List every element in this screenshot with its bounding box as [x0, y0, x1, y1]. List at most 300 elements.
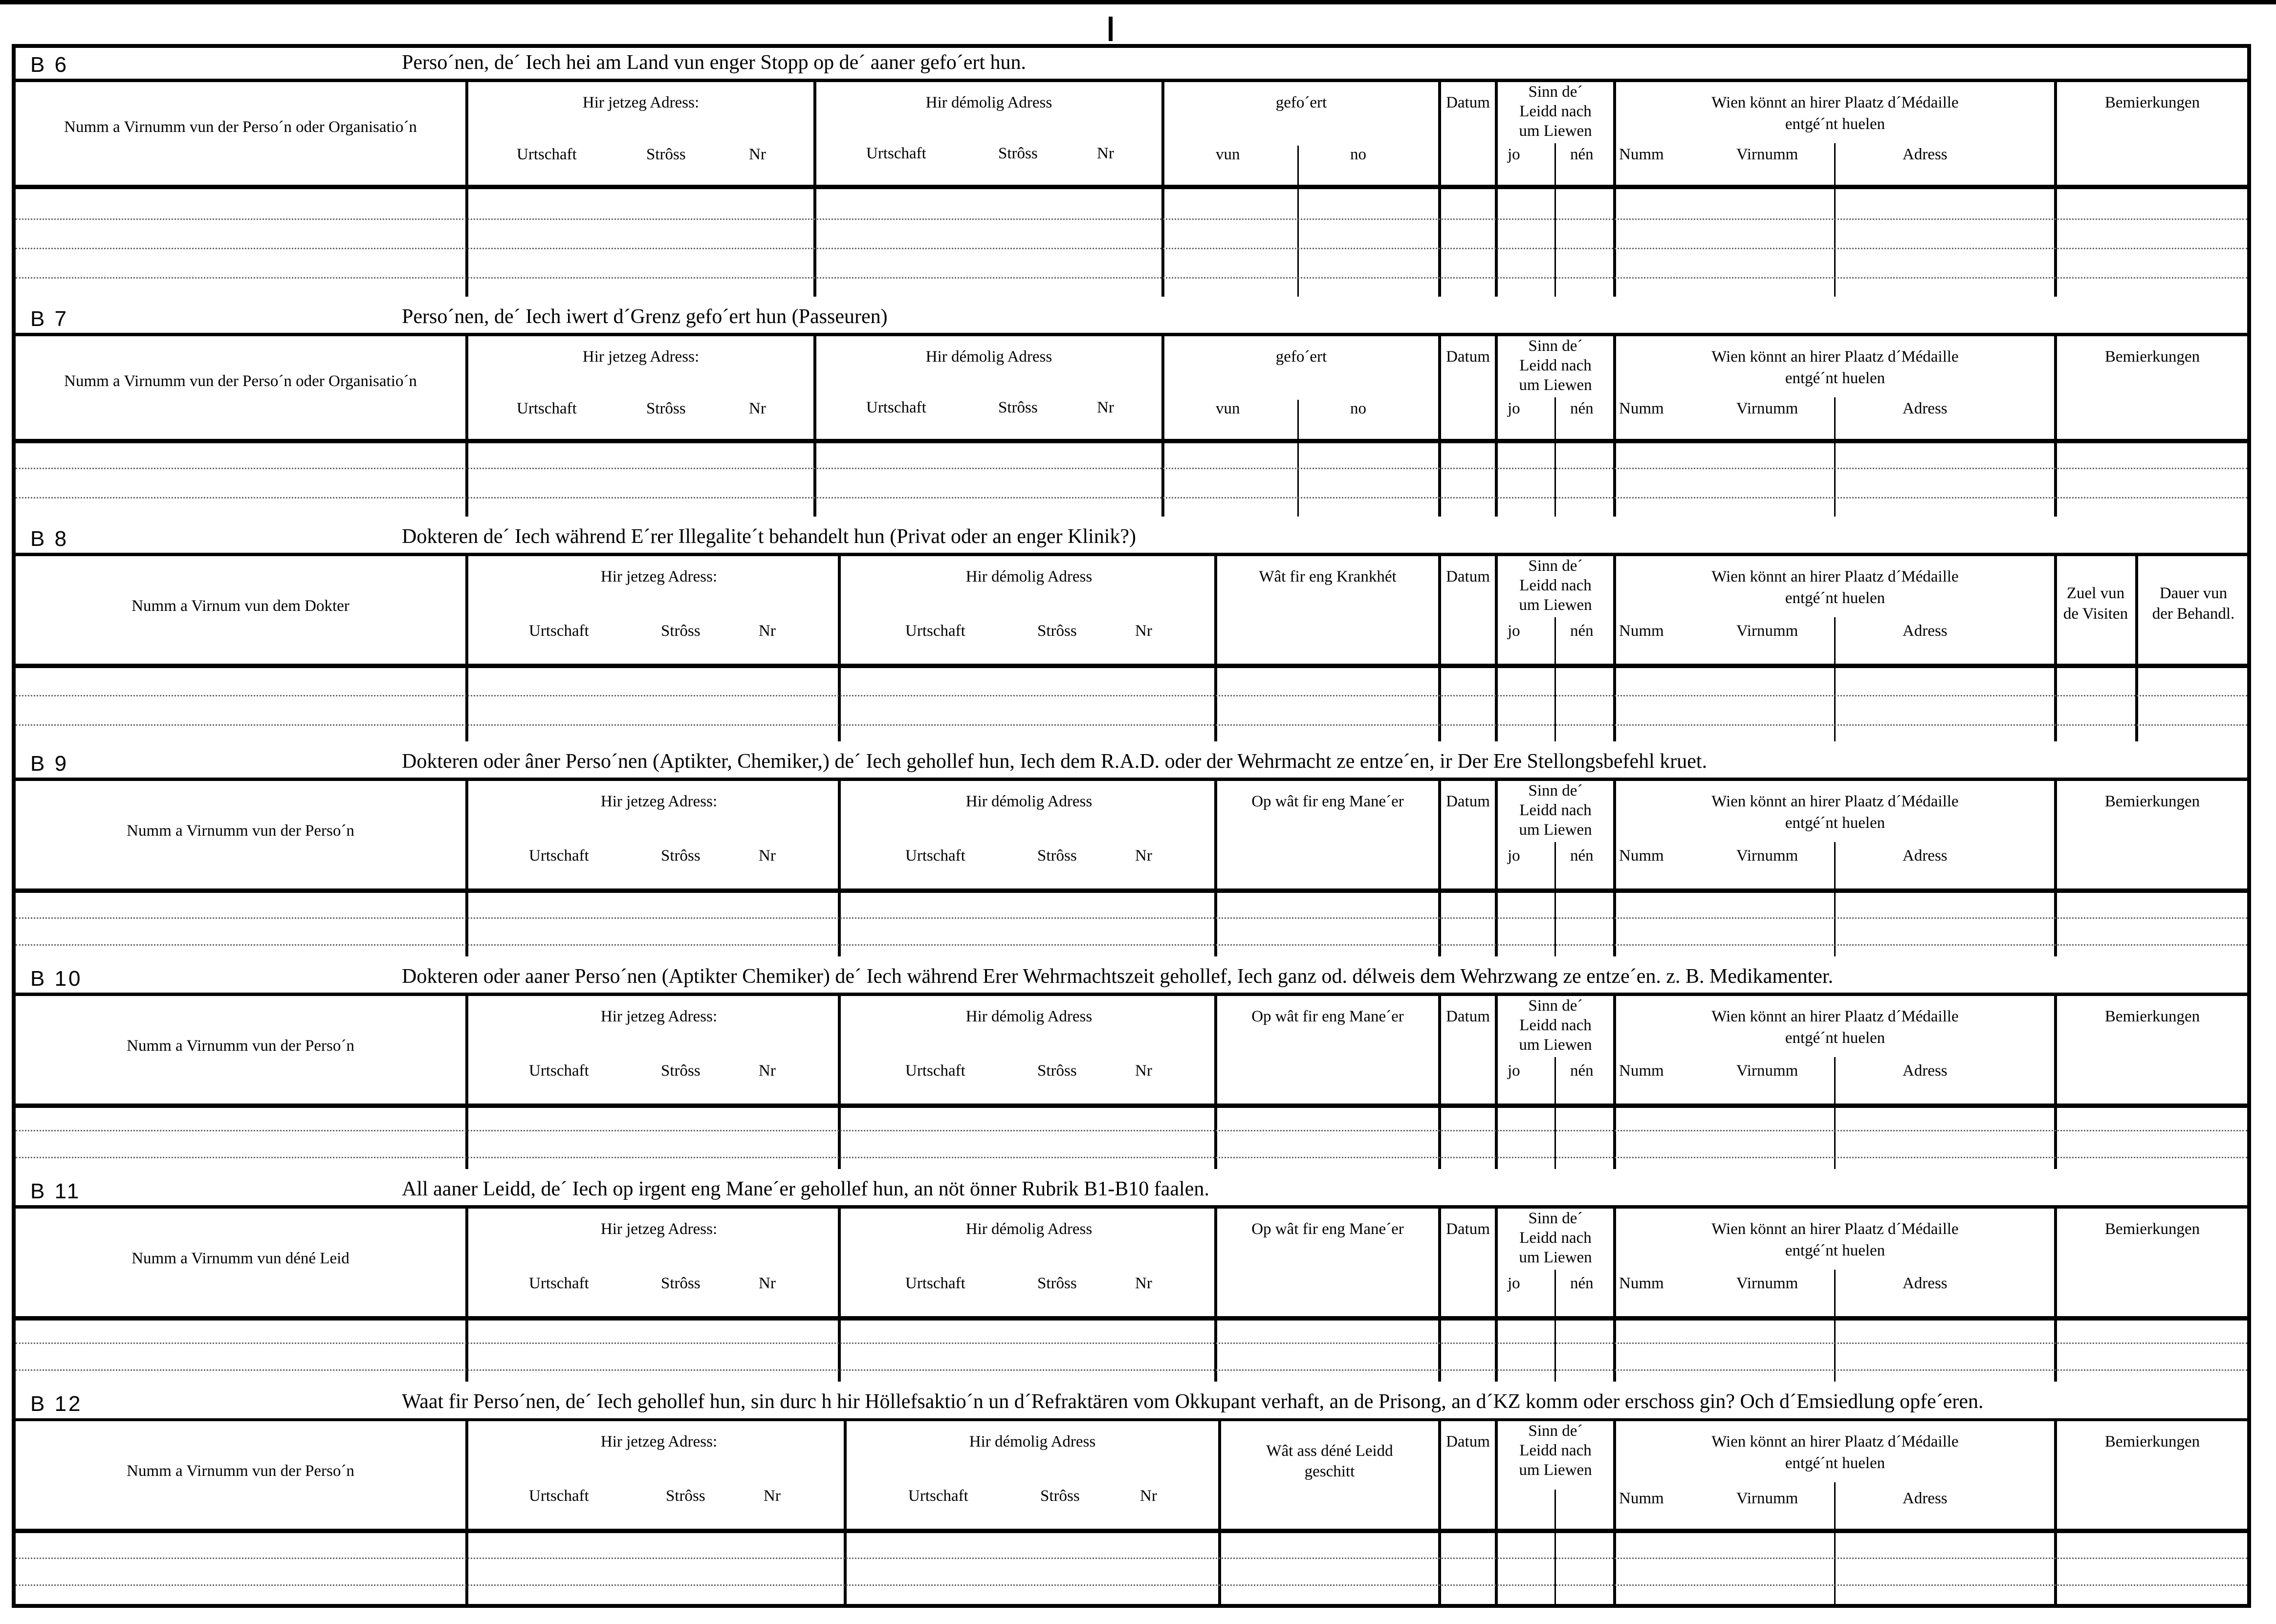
entry-line[interactable]: [16, 944, 2247, 946]
divider: [465, 1108, 468, 1169]
divider: [1834, 893, 1836, 956]
divider: [838, 1108, 841, 1169]
divider: [1834, 443, 1836, 517]
place-label: Urtschaft: [905, 1275, 965, 1292]
divider: [813, 443, 816, 517]
divider: [1834, 1108, 1836, 1169]
entry-line[interactable]: [16, 1584, 2247, 1586]
entry-line[interactable]: [16, 695, 2247, 696]
visits-line: Zuel vun: [2066, 585, 2125, 602]
section-b9: [16, 747, 2247, 962]
divider: [465, 1321, 468, 1382]
street-label: Strôss: [661, 1062, 700, 1080]
yes-label: jo: [1508, 400, 1520, 417]
medal-header: [1616, 791, 2054, 834]
section-title: Perso´nen, de´ Iech iwert d´Grenz gefo´ert hun (Passeuren): [402, 305, 888, 328]
alive-line: Sinn de´: [1528, 83, 1583, 101]
current-address-header: Hir jetzeg Adress:: [600, 1433, 718, 1451]
divider: [838, 1321, 841, 1382]
divider: [813, 189, 816, 297]
divider: [1214, 1321, 1217, 1382]
divider: [1554, 617, 1556, 664]
alive-header: [1498, 336, 1613, 395]
section-code: B 8: [30, 527, 69, 551]
street-label: Strôss: [1037, 622, 1077, 640]
firstname-label: Virnumm: [1736, 146, 1798, 163]
entry-line[interactable]: [16, 1157, 2247, 1158]
alive-header: [1498, 781, 1613, 840]
section-title: Perso´nen, de´ Iech hei am Land vun enger Stopp op de´ aaner gefo´ert hun.: [402, 51, 1027, 74]
entry-line[interactable]: [16, 1130, 2247, 1131]
divider: [2054, 668, 2057, 741]
divider: [1495, 1108, 1498, 1169]
place-label: Urtschaft: [905, 847, 965, 865]
medal-line: Wien könnt an hirer Plaatz d´Médaille: [1711, 348, 1959, 366]
divider: [1834, 1057, 1836, 1104]
alive-header: [1498, 82, 1613, 141]
section-b12: [16, 1387, 2247, 1604]
yes-label: jo: [1508, 847, 1520, 865]
alive-line: Leidd nach: [1519, 1017, 1592, 1034]
divider: [1554, 1533, 1556, 1604]
remarks-header: Bemierkungen: [2104, 1008, 2200, 1025]
mid-col-header: Wât fir eng Krankhét: [1259, 568, 1397, 585]
divider: [1554, 1057, 1556, 1104]
section-title-row: [16, 1387, 2247, 1421]
entry-rows: [16, 888, 2247, 958]
divider: [1438, 1321, 1441, 1382]
alive-line: Sinn de´: [1528, 557, 1583, 575]
remarks-header: Bemierkungen: [2104, 1433, 2200, 1451]
remarks-header: Bemierkungen: [2104, 94, 2200, 111]
divider: [2054, 1321, 2057, 1382]
nr-label: Nr: [1135, 1275, 1152, 1292]
no-label: nén: [1570, 847, 1594, 865]
divider: [1613, 893, 1616, 956]
divider: [1161, 443, 1164, 517]
divider: [465, 189, 468, 297]
header-row: [16, 1209, 2247, 1316]
entry-line[interactable]: [16, 497, 2247, 498]
header-row: [16, 781, 2247, 888]
divider: [1297, 189, 1299, 297]
former-address-header: Hir démolig Adress: [965, 1008, 1093, 1025]
no-label: nén: [1570, 146, 1594, 163]
alive-line: um Liewen: [1519, 1036, 1592, 1054]
alive-header: [1498, 1209, 1613, 1267]
divider: [1495, 189, 1498, 297]
divider: [1554, 143, 1556, 185]
alive-header: [1498, 556, 1613, 615]
divider: [1834, 143, 1836, 185]
alive-line: Sinn de´: [1528, 337, 1583, 355]
place-label: Urtschaft: [529, 1062, 589, 1080]
current-address-header: Hir jetzeg Adress:: [600, 1008, 718, 1025]
mid-col-header: Op wât fir eng Mane´er: [1251, 1220, 1404, 1238]
divider: [1161, 189, 1164, 297]
top-border-line: [0, 0, 2276, 4]
divider: [2054, 189, 2057, 297]
former-address-header: Hir démolig Adress: [965, 1220, 1093, 1238]
medal-header: [1616, 346, 2054, 389]
street-label: Strôss: [646, 146, 686, 163]
divider: [1834, 617, 1836, 664]
col-name-header: Numm a Virnumm vun déné Leid: [131, 1250, 350, 1267]
place-label: Urtschaft: [529, 1275, 589, 1292]
entry-rows: [16, 1316, 2247, 1384]
entry-rows: [16, 664, 2247, 743]
section-title: Waat fir Perso´nen, de´ Iech gehollef hun, sin durc h hir Höllefsaktio´n un d´Refraktären vom Okkupant verhaft, an de Prisong, an d´KZ komm oder erschoss gin? Och d´Emsiedlung opfe´eren.: [402, 1390, 1984, 1413]
section-code: B 11: [30, 1179, 81, 1203]
divider: [1438, 443, 1441, 517]
nr-label: Nr: [1140, 1487, 1157, 1505]
form-sheet: [12, 44, 2251, 1608]
to-label: no: [1350, 400, 1366, 417]
divider: [1438, 1533, 1441, 1604]
divider: [1214, 1108, 1217, 1169]
remarks-header: Bemierkungen: [2104, 1220, 2200, 1238]
medal-line: entgé´nt huelen: [1785, 369, 1885, 387]
no-label: nén: [1570, 1275, 1594, 1292]
place-label: Urtschaft: [866, 399, 926, 416]
place-label: Urtschaft: [866, 145, 926, 162]
current-address-header: Hir jetzeg Adress:: [582, 94, 700, 111]
section-code: B 10: [30, 967, 83, 991]
section-b8: [16, 522, 2247, 747]
alive-line: Leidd nach: [1519, 1229, 1592, 1247]
medal-header: [1616, 1218, 2054, 1261]
place-label: Urtschaft: [517, 146, 577, 163]
divider: [1214, 893, 1217, 956]
divider: [1554, 893, 1556, 956]
place-label: Urtschaft: [517, 400, 577, 417]
section-code: B 9: [30, 752, 69, 776]
nr-label: Nr: [749, 400, 766, 417]
divider: [1495, 893, 1498, 956]
name-label: Numm: [1619, 1275, 1664, 1292]
mid-col-line: geschitt: [1304, 1463, 1355, 1480]
name-label: Numm: [1619, 847, 1664, 865]
divider: [838, 668, 841, 741]
no-label: nén: [1570, 1062, 1594, 1080]
current-address-header: Hir jetzeg Adress:: [600, 568, 718, 585]
nr-label: Nr: [1097, 145, 1114, 162]
divider: [1613, 189, 1616, 297]
section-b6: [16, 48, 2247, 302]
remarks-header: Bemierkungen: [2104, 348, 2200, 366]
divider: [1495, 443, 1498, 517]
divider: [1214, 668, 1217, 741]
section-title-row: [16, 48, 2247, 82]
former-address-header: Hir démolig Adress: [925, 348, 1052, 366]
header-row: [16, 1421, 2247, 1529]
section-code: B 6: [30, 53, 69, 77]
former-address-header: Hir démolig Adress: [925, 94, 1052, 111]
divider: [1613, 1533, 1616, 1604]
yes-label: jo: [1508, 146, 1520, 163]
mid-col-header: [1221, 1441, 1438, 1482]
alive-line: um Liewen: [1519, 376, 1592, 394]
alive-line: um Liewen: [1519, 596, 1592, 614]
divider: [2054, 443, 2057, 517]
no-label: nén: [1570, 622, 1594, 640]
former-address-header: Hir démolig Adress: [965, 568, 1093, 585]
divider: [1834, 1533, 1836, 1604]
no-label: nén: [1570, 400, 1594, 417]
date-header: Datum: [1446, 94, 1490, 111]
alive-line: um Liewen: [1519, 1461, 1592, 1479]
section-title: Dokteren oder âner Perso´nen (Aptikter, Chemiker,) de´ Iech gehollef hun, Iech dem R.A.D. oder der Wehrmacht ze entze´en, ir Der Ere Stellongsbefehl kruet.: [402, 750, 1707, 773]
section-title-row: [16, 747, 2247, 781]
visits-header: [2055, 583, 2136, 624]
entry-line[interactable]: [16, 724, 2247, 726]
divider: [1554, 1490, 1556, 1529]
entry-line[interactable]: [16, 917, 2247, 919]
current-address-header: Hir jetzeg Adress:: [600, 1220, 718, 1238]
medal-line: entgé´nt huelen: [1785, 1029, 1885, 1047]
section-title-row: [16, 962, 2247, 996]
entry-line[interactable]: [16, 468, 2247, 469]
entry-line[interactable]: [16, 218, 2247, 220]
place-label: Urtschaft: [905, 1062, 965, 1080]
street-label: Strôss: [1037, 847, 1077, 865]
place-label: Urtschaft: [905, 622, 965, 640]
entry-rows: [16, 1104, 2247, 1171]
entry-rows: [16, 185, 2247, 299]
divider: [1554, 189, 1556, 297]
divider: [2054, 1108, 2057, 1169]
alive-line: um Liewen: [1519, 122, 1592, 140]
divider: [1613, 443, 1616, 517]
name-label: Numm: [1619, 1062, 1664, 1080]
alive-line: Sinn de´: [1528, 997, 1583, 1015]
address-label: Adress: [1903, 1275, 1948, 1292]
firstname-label: Virnumm: [1736, 400, 1798, 417]
firstname-label: Virnumm: [1736, 1062, 1798, 1080]
date-header: Datum: [1446, 568, 1490, 585]
former-address-header: Hir démolig Adress: [965, 793, 1093, 810]
divider: [465, 1533, 468, 1604]
medal-line: Wien könnt an hirer Plaatz d´Médaille: [1711, 1220, 1959, 1238]
medal-line: entgé´nt huelen: [1785, 1454, 1885, 1472]
mid-col-header: Op wât fir eng Mane´er: [1251, 1008, 1404, 1025]
place-label: Urtschaft: [529, 622, 589, 640]
date-header: Datum: [1446, 1008, 1490, 1025]
nr-label: Nr: [749, 146, 766, 163]
to-label: no: [1350, 146, 1366, 163]
place-label: Urtschaft: [908, 1487, 968, 1505]
alive-line: Sinn de´: [1528, 782, 1583, 800]
yes-label: jo: [1508, 1062, 1520, 1080]
street-label: Strôss: [661, 622, 700, 640]
header-row: [16, 996, 2247, 1104]
nr-label: Nr: [759, 1275, 776, 1292]
divider: [1834, 189, 1836, 297]
mid-col-header: gefo´ert: [1275, 94, 1327, 111]
divider: [838, 893, 841, 956]
current-address-header: Hir jetzeg Adress:: [600, 793, 718, 810]
firstname-label: Virnumm: [1736, 622, 1798, 640]
divider: [1495, 668, 1498, 741]
section-b10: [16, 962, 2247, 1174]
divider: [1438, 189, 1441, 297]
alive-line: Leidd nach: [1519, 577, 1592, 594]
medal-header: [1616, 1431, 2054, 1474]
divider: [1834, 397, 1836, 439]
alive-header: [1498, 996, 1613, 1055]
alive-line: Leidd nach: [1519, 103, 1592, 120]
street-label: Strôss: [661, 847, 700, 865]
street-label: Strôss: [666, 1487, 705, 1505]
section-title: Dokteren de´ Iech während E´rer Illegalite´t behandelt hun (Privat oder an enger Klinik?): [402, 525, 1137, 548]
alive-line: Leidd nach: [1519, 357, 1592, 374]
header-row: [16, 82, 2247, 185]
alive-line: Leidd nach: [1519, 1442, 1592, 1459]
divider: [1495, 1533, 1498, 1604]
divider: [1554, 397, 1556, 439]
section-code: B 12: [30, 1392, 83, 1416]
entry-line[interactable]: [16, 277, 2247, 279]
place-label: Urtschaft: [529, 1487, 589, 1505]
divider: [1834, 1482, 1836, 1529]
divider: [1297, 443, 1299, 517]
medal-header: [1616, 566, 2054, 609]
medal-header: [1616, 92, 2054, 135]
street-label: Strôss: [646, 400, 686, 417]
divider: [1613, 1321, 1616, 1382]
section-title: All aaner Leidd, de´ Iech op irgent eng Mane´er gehollef hun, an nöt önner Rubrik B1-B10 faalen.: [402, 1178, 1209, 1200]
nr-label: Nr: [1135, 847, 1152, 865]
date-header: Datum: [1446, 348, 1490, 366]
divider: [2054, 893, 2057, 956]
former-address-header: Hir démolig Adress: [969, 1433, 1096, 1451]
section-code: B 7: [30, 307, 69, 331]
entry-line[interactable]: [16, 248, 2247, 249]
medal-line: Wien könnt an hirer Plaatz d´Médaille: [1711, 568, 1959, 585]
section-b11: [16, 1174, 2247, 1387]
alive-line: um Liewen: [1519, 821, 1592, 839]
entry-line[interactable]: [16, 1343, 2247, 1344]
remarks-header: Bemierkungen: [2104, 793, 2200, 810]
treatment-line: der Behandl.: [2152, 605, 2235, 623]
divider: [1834, 1270, 1836, 1316]
alive-line: Sinn de´: [1528, 1422, 1583, 1440]
divider: [1834, 842, 1836, 888]
street-label: Strôss: [998, 145, 1038, 162]
street-label: Strôss: [1037, 1275, 1077, 1292]
medal-line: Wien könnt an hirer Plaatz d´Médaille: [1711, 1433, 1959, 1451]
header-row: [16, 336, 2247, 439]
divider: [1554, 1321, 1556, 1382]
date-header: Datum: [1446, 793, 1490, 810]
divider: [1554, 1108, 1556, 1169]
col-name-header: Numm a Virnumm vun der Perso´n: [127, 1037, 354, 1055]
yes-label: jo: [1508, 1275, 1520, 1292]
section-title-row: [16, 302, 2247, 336]
name-label: Numm: [1619, 1490, 1664, 1507]
medal-line: Wien könnt an hirer Plaatz d´Médaille: [1711, 94, 1959, 111]
col-name-header: Numm a Virnumm vun der Perso´n oder Organisatio´n: [64, 118, 417, 136]
name-label: Numm: [1619, 622, 1664, 640]
nr-label: Nr: [1097, 399, 1114, 416]
visits-line: de Visiten: [2063, 605, 2128, 623]
nr-label: Nr: [759, 1062, 776, 1080]
divider: [1297, 400, 1299, 439]
divider: [465, 443, 468, 517]
address-label: Adress: [1903, 1490, 1948, 1507]
treatment-header: [2137, 583, 2250, 624]
entry-line[interactable]: [16, 1558, 2247, 1559]
street-label: Strôss: [1037, 1062, 1077, 1080]
medal-line: entgé´nt huelen: [1785, 589, 1885, 607]
divider: [1438, 668, 1441, 741]
name-label: Numm: [1619, 400, 1664, 417]
col-name-header: Numm a Virnum vun dem Dokter: [131, 597, 350, 615]
header-row: [16, 556, 2247, 664]
divider: [1438, 893, 1441, 956]
alive-header: [1498, 1421, 1613, 1480]
col-name-header: Numm a Virnumm vun der Perso´n: [127, 1462, 354, 1480]
street-label: Strôss: [998, 399, 1038, 416]
mid-col-line: Wât ass déné Leidd: [1266, 1442, 1393, 1460]
nr-label: Nr: [764, 1487, 781, 1505]
nr-label: Nr: [1135, 1062, 1152, 1080]
entry-rows: [16, 439, 2247, 519]
mid-col-header: Op wât fir eng Mane´er: [1251, 793, 1404, 810]
divider: [1834, 668, 1836, 741]
firstname-label: Virnumm: [1736, 1490, 1798, 1507]
street-label: Strôss: [661, 1275, 700, 1292]
from-label: vun: [1216, 400, 1240, 417]
from-label: vun: [1216, 146, 1240, 163]
address-label: Adress: [1903, 622, 1948, 640]
medal-line: entgé´nt huelen: [1785, 115, 1885, 133]
medal-header: [1616, 1006, 2054, 1049]
divider: [1554, 842, 1556, 888]
place-label: Urtschaft: [529, 847, 589, 865]
divider: [465, 668, 468, 741]
section-title-row: [16, 1174, 2247, 1209]
medal-line: entgé´nt huelen: [1785, 1242, 1885, 1259]
yes-label: jo: [1508, 622, 1520, 640]
section-title: Dokteren oder aaner Perso´nen (Aptikter Chemiker) de´ Iech während Erer Wehrmachtszeit gehollef, Iech ganz od. délweis dem Wehrzwang ze entze´en. z. B. Medikamenter.: [402, 965, 1834, 988]
address-label: Adress: [1903, 146, 1948, 163]
alive-line: Leidd nach: [1519, 801, 1592, 819]
section-b7: [16, 302, 2247, 522]
medal-line: Wien könnt an hirer Plaatz d´Médaille: [1711, 1008, 1959, 1025]
col-name-header: Numm a Virnumm vun der Perso´n: [127, 822, 354, 840]
divider: [1218, 1533, 1221, 1604]
divider: [2135, 668, 2138, 741]
divider: [465, 893, 468, 956]
alive-line: Sinn de´: [1528, 1210, 1583, 1227]
treatment-line: Dauer vun: [2159, 585, 2228, 602]
medal-line: entgé´nt huelen: [1785, 814, 1885, 832]
divider: [1613, 668, 1616, 741]
firstname-label: Virnumm: [1736, 1275, 1798, 1292]
name-label: Numm: [1619, 146, 1664, 163]
entry-line[interactable]: [16, 1369, 2247, 1371]
address-label: Adress: [1903, 400, 1948, 417]
address-label: Adress: [1903, 847, 1948, 865]
divider: [1495, 1321, 1498, 1382]
street-label: Strôss: [1040, 1487, 1080, 1505]
current-address-header: Hir jetzeg Adress:: [582, 348, 700, 366]
medal-line: Wien könnt an hirer Plaatz d´Médaille: [1711, 793, 1959, 810]
nr-label: Nr: [759, 847, 776, 865]
divider: [1613, 1108, 1616, 1169]
mid-col-header: gefo´ert: [1275, 348, 1327, 366]
